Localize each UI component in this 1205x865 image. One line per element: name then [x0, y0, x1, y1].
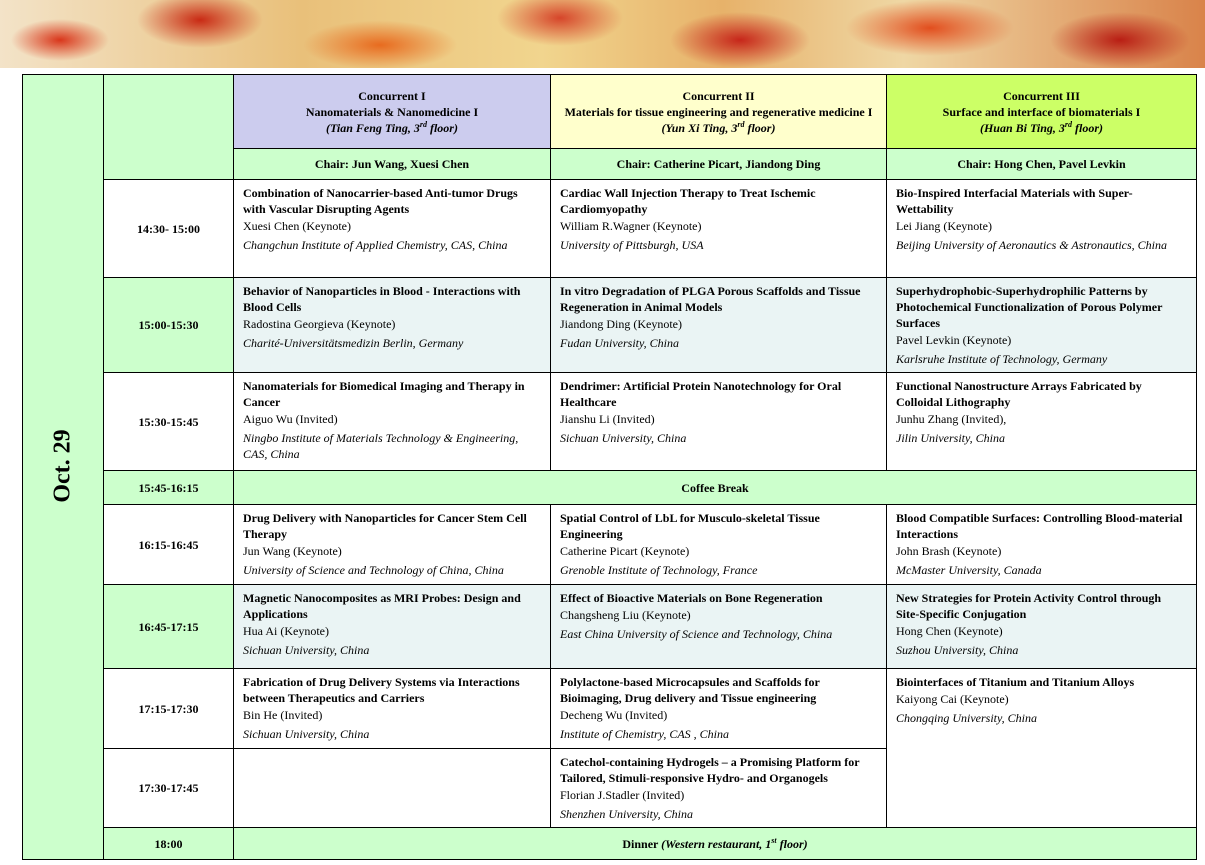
- time-slot: 17:15-17:30: [104, 669, 234, 749]
- talk-cell: Drug Delivery with Nanoparticles for Cancer Stem Cell Therapy Jun Wang (Keynote) University of Science and Technology of China, China: [234, 505, 551, 585]
- date-label: Oct. 29: [50, 428, 76, 503]
- time-slot: 15:00-15:30: [104, 278, 234, 373]
- header-room: (Yun Xi Ting, 3rd floor): [661, 119, 776, 135]
- coffee-break-label: Coffee Break: [234, 471, 1197, 505]
- talk-cell: Effect of Bioactive Materials on Bone Regeneration Changsheng Liu (Keynote) East China University of Science and Technology, China: [551, 585, 887, 669]
- empty-talk-cell: [234, 749, 551, 828]
- coffee-break-row: [23, 471, 1197, 505]
- table-row: [23, 180, 1197, 278]
- chair-1: Chair: Jun Wang, Xuesi Chen: [234, 149, 551, 180]
- time-slot: 15:45-16:15: [104, 471, 234, 505]
- time-slot: 18:00: [104, 828, 234, 860]
- time-slot: 16:45-17:15: [104, 585, 234, 669]
- talk-cell: Catechol-containing Hydrogels – a Promising Platform for Tailored, Stimuli-responsive Hydro- and Organogels Florian J.Stadler (Invited) Shenzhen University, China: [551, 749, 887, 828]
- talk-cell: Fabrication of Drug Delivery Systems via Interactions between Therapeutics and Carriers Bin He (Invited) Sichuan University, China: [234, 669, 551, 749]
- header-concurrent-2: [551, 75, 887, 149]
- dinner-row: [23, 828, 1197, 860]
- talk-cell: Biointerfaces of Titanium and Titanium Alloys Kaiyong Cai (Keynote) Chongqing University, China: [887, 669, 1197, 828]
- talk-cell: Behavior of Nanoparticles in Blood - Interactions with Blood Cells Radostina Georgieva (Keynote) Charité-Universitätsmedizin Berlin, Germany: [234, 278, 551, 373]
- header-room: (Tian Feng Ting, 3rd floor): [326, 119, 458, 135]
- talk-cell: Combination of Nanocarrier-based Anti-tumor Drugs with Vascular Disrupting Agents Xuesi Chen (Keynote) Changchun Institute of Applied Chemistry, CAS, China: [234, 180, 551, 278]
- table-row: [23, 669, 1197, 749]
- talk-cell: In vitro Degradation of PLGA Porous Scaffolds and Tissue Regeneration in Animal Models Jiandong Ding (Keynote) Fudan University, China: [551, 278, 887, 373]
- header-title: Concurrent I: [358, 88, 426, 103]
- header-topic: Nanomaterials & Nanomedicine I: [305, 104, 479, 119]
- chair-3: Chair: Hong Chen, Pavel Levkin: [887, 149, 1197, 180]
- date-cell: [23, 75, 104, 860]
- talk-cell: Functional Nanostructure Arrays Fabricated by Colloidal Lithography Junhu Zhang (Invited), Jilin University, China: [887, 373, 1197, 471]
- dinner-label: Dinner (Western restaurant, 1st floor): [234, 828, 1197, 860]
- talk-cell: Cardiac Wall Injection Therapy to Treat Ischemic Cardiomyopathy William R.Wagner (Keynote) University of Pittsburgh, USA: [551, 180, 887, 278]
- header-title: Concurrent III: [1003, 88, 1080, 103]
- header-concurrent-1: [234, 75, 551, 149]
- talk-cell: Dendrimer: Artificial Protein Nanotechnology for Oral Healthcare Jianshu Li (Invited) Sichuan University, China: [551, 373, 887, 471]
- talk-cell: Polylactone-based Microcapsules and Scaffolds for Bioimaging, Drug delivery and Tissue engineering Decheng Wu (Invited) Institute of Chemistry, CAS , China: [551, 669, 887, 749]
- talk-cell: Blood Compatible Surfaces: Controlling Blood-material Interactions John Brash (Keynote) McMaster University, Canada: [887, 505, 1197, 585]
- talk-cell: Magnetic Nanocomposites as MRI Probes: Design and Applications Hua Ai (Keynote) Sichuan University, China: [234, 585, 551, 669]
- table-row: [23, 373, 1197, 471]
- time-slot: 16:15-16:45: [104, 505, 234, 585]
- time-slot: 17:30-17:45: [104, 749, 234, 828]
- time-slot: 15:30-15:45: [104, 373, 234, 471]
- header-room: (Huan Bi Ting, 3rd floor): [979, 119, 1104, 135]
- time-slot: 14:30- 15:00: [104, 180, 234, 278]
- talk-cell: Superhydrophobic-Superhydrophilic Patterns by Photochemical Functionalization of Porous Polymer Surfaces Pavel Levkin (Keynote) Karlsruhe Institute of Technology, Germany: [887, 278, 1197, 373]
- talk-cell: Nanomaterials for Biomedical Imaging and Therapy in Cancer Aiguo Wu (Invited) Ningbo Institute of Materials Technology & Engineering, CAS, China: [234, 373, 551, 471]
- talk-cell: Spatial Control of LbL for Musculo-skeletal Tissue Engineering Catherine Picart (Keynote) Grenoble Institute of Technology, France: [551, 505, 887, 585]
- header-topic: Surface and interface of biomaterials I: [942, 104, 1141, 119]
- table-row: [23, 585, 1197, 669]
- autumn-leaves-banner: [0, 0, 1205, 68]
- talk-cell: Bio-Inspired Interfacial Materials with Super-Wettability Lei Jiang (Keynote) Beijing University of Aeronautics & Astronautics, China: [887, 180, 1197, 278]
- talk-cell: New Strategies for Protein Activity Control through Site-Specific Conjugation Hong Chen (Keynote) Suzhou University, China: [887, 585, 1197, 669]
- header-topic: Materials for tissue engineering and regenerative medicine I: [564, 104, 873, 119]
- header-title: Concurrent II: [682, 88, 755, 103]
- header-concurrent-3: [887, 75, 1197, 149]
- chair-2: Chair: Catherine Picart, Jiandong Ding: [551, 149, 887, 180]
- time-header-blank: [104, 75, 234, 180]
- schedule-table: [22, 74, 1197, 860]
- table-row: [23, 505, 1197, 585]
- table-row: [23, 278, 1197, 373]
